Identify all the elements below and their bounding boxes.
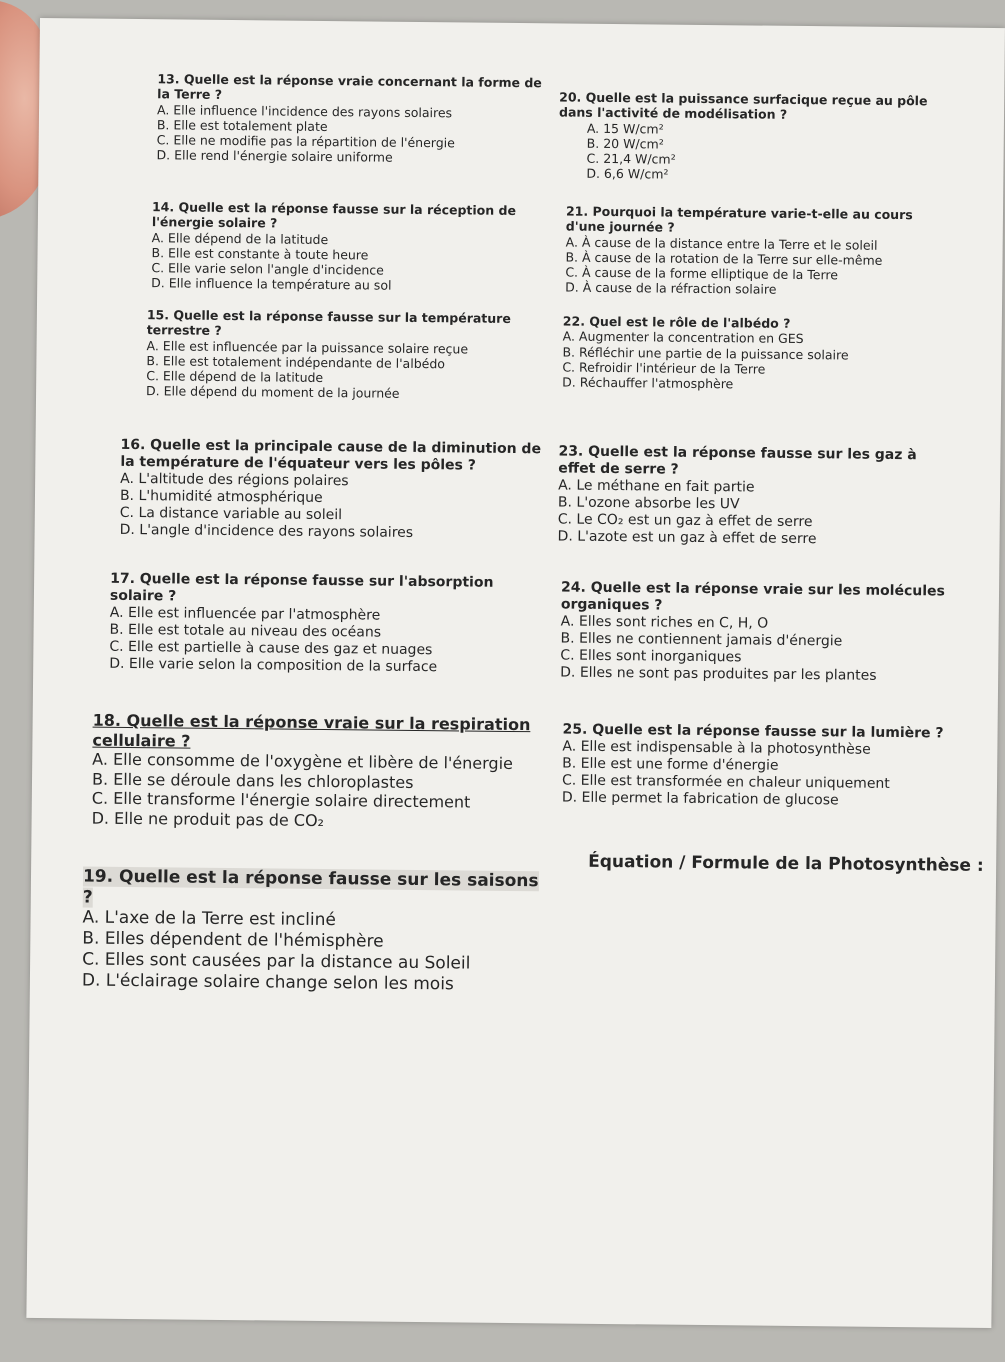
question-21-option-c: C. À cause de la forme elliptique de la Terre (565, 264, 839, 283)
question-14-option-a: A. Elle dépend de la latitude (151, 229, 329, 247)
question-25-option-c: C. Elle est transformée en chaleur uniquement (561, 772, 890, 793)
question-19-option-d: D. L'éclairage solaire change selon les mois (81, 970, 454, 995)
question-23-option-b: B. L'ozone absorbe les UV (557, 494, 740, 513)
question-25-option-b: B. Elle est une forme d'énergie (562, 755, 779, 774)
question-24-title: 24. Quelle est la réponse vraie sur les molécules organiques ? (560, 579, 945, 614)
question-14-option-b: B. Elle est constante à toute heure (151, 244, 369, 263)
question-23 (558, 443, 959, 550)
question-15 (146, 307, 557, 403)
question-20-title: 20. Quelle est la puissance surfacique reçue au pôle dans l'activité de modélisation ? (558, 89, 928, 123)
question-18-title: 18. Quelle est la réponse vraie sur la respiration cellulaire ? (92, 710, 531, 751)
question-16-option-d: D. L'angle d'incidence des rayons solaires (119, 522, 414, 542)
question-20-option-d: D. 6,6 W/cm² (586, 165, 669, 182)
question-15-option-c: C. Elle dépend de la latitude (146, 368, 324, 385)
question-20-option-c: C. 21,4 W/cm² (586, 150, 676, 167)
question-15-option-a: A. Elle est influencée par la puissance solaire reçue (146, 337, 469, 357)
question-16-option-b: B. L'humidité atmosphérique (119, 488, 323, 507)
question-13-option-d: D. Elle rend l'énergie solaire uniforme (156, 147, 393, 165)
question-22-option-c: C. Refroidir l'intérieur de la Terre (562, 359, 766, 377)
question-23-option-a: A. Le méthane en fait partie (558, 477, 755, 496)
question-19-option-b: B. Elles dépendent de l'hémisphère (82, 928, 384, 952)
worksheet-page (26, 18, 1005, 1328)
question-17-title: 17. Quelle est la réponse fausse sur l'absorption solaire ? (109, 570, 494, 605)
question-13-option-b: B. Elle est totalement plate (156, 116, 328, 134)
question-13-option-a: A. Elle influence l'incidence des rayons solaires (156, 101, 453, 120)
question-21 (565, 204, 956, 300)
question-19-option-c: C. Elles sont causées par la distance au Soleil (82, 949, 471, 974)
question-20 (558, 89, 959, 185)
question-23-title: 23. Quelle est la réponse fausse sur les gaz à effet de serre ? (558, 443, 917, 478)
question-17-option-c: C. Elle est partielle à cause des gaz et nuages (109, 639, 433, 659)
question-23-option-c: C. Le CO₂ est un gaz à effet de serre (557, 511, 813, 531)
question-18-option-d: D. Elle ne produit pas de CO₂ (91, 808, 325, 830)
question-17-option-a: A. Elle est influencée par l'atmosphère (109, 604, 381, 624)
question-15-option-d: D. Elle dépend du moment de la journée (146, 383, 400, 402)
question-20-option-b: B. 20 W/cm² (586, 135, 664, 152)
question-18-option-b: B. Elle se déroule dans les chloroplastes (91, 769, 414, 792)
question-16 (120, 437, 549, 544)
question-13 (156, 71, 557, 167)
question-24 (560, 579, 961, 686)
question-14-option-d: D. Elle influence la température au sol (151, 275, 392, 293)
question-18-option-a: A. Elle consomme de l'oxygène et libère de l'énergie (92, 749, 514, 774)
question-21-option-b: B. À cause de la rotation de la Terre sur elle-même (565, 249, 883, 268)
question-19 (82, 866, 543, 995)
question-22-option-a: A. Augmenter la concentration en GES (562, 328, 804, 347)
question-25-option-a: A. Elle est indispensable à la photosynthèse (562, 738, 871, 758)
question-24-option-d: D. Elles ne sont pas produites par les plantes (560, 664, 877, 685)
question-21-title: 21. Pourquoi la température varie-t-elle au cours d'une journée ? (565, 203, 913, 235)
question-19-option-a: A. L'axe de la Terre est incliné (82, 907, 337, 931)
question-20-option-a: A. 15 W/cm² (586, 120, 664, 137)
question-24-option-c: C. Elles sont inorganiques (560, 647, 742, 666)
question-16-option-c: C. La distance variable au soleil (119, 505, 343, 524)
question-25-option-d: D. Elle permet la fabrication de glucose (561, 789, 839, 809)
question-21-option-a: A. À cause de la distance entre la Terre et le soleil (565, 234, 878, 253)
question-22-option-d: D. Réchauffer l'atmosphère (562, 374, 734, 392)
question-18 (92, 711, 533, 833)
question-14-title: 14. Quelle est la réponse fausse sur la réception de l'énergie solaire ? (151, 199, 517, 231)
question-14-option-c: C. Elle varie selon l'angle d'incidence (151, 260, 384, 278)
question-22 (562, 313, 953, 393)
equation-heading: Équation / Formule de la Photosynthèse : (588, 851, 984, 876)
question-15-option-b: B. Elle est totalement indépendante de l'albédo (146, 352, 446, 372)
question-18-option-c: C. Elle transforme l'énergie solaire directement (91, 788, 471, 812)
question-13-option-c: C. Elle ne modifie pas la répartition de l'énergie (156, 132, 455, 151)
question-23-option-d: D. L'azote est un gaz à effet de serre (557, 528, 817, 548)
question-25 (562, 722, 973, 812)
question-22-option-b: B. Réfléchir une partie de la puissance solaire (562, 343, 849, 362)
question-17-option-d: D. Elle varie selon la composition de la surface (109, 656, 438, 676)
question-24-option-b: B. Elles ne contiennent jamais d'énergie (560, 630, 843, 650)
question-21-option-d: D. À cause de la réfraction solaire (565, 279, 777, 297)
question-22-title: 22. Quel est le rôle de l'albédo ? (562, 313, 791, 331)
question-25-title: 25. Quelle est la réponse fausse sur la lumière ? (562, 721, 944, 742)
question-19-title: 19. Quelle est la réponse fausse sur les saisons ? (82, 866, 539, 908)
question-16-option-a: A. L'altitude des régions polaires (120, 471, 349, 490)
question-24-option-a: A. Elles sont riches en C, H, O (560, 613, 769, 632)
question-13-title: 13. Quelle est la réponse vraie concernant la forme de la Terre ? (157, 71, 542, 103)
question-14 (151, 199, 562, 295)
question-15-title: 15. Quelle est la réponse fausse sur la température terrestre ? (146, 307, 511, 339)
question-17-option-b: B. Elle est totale au niveau des océans (109, 621, 382, 641)
question-17 (109, 571, 520, 678)
question-16-title: 16. Quelle est la principale cause de la diminution de la température de l'équateur vers les pôles ? (120, 436, 542, 474)
